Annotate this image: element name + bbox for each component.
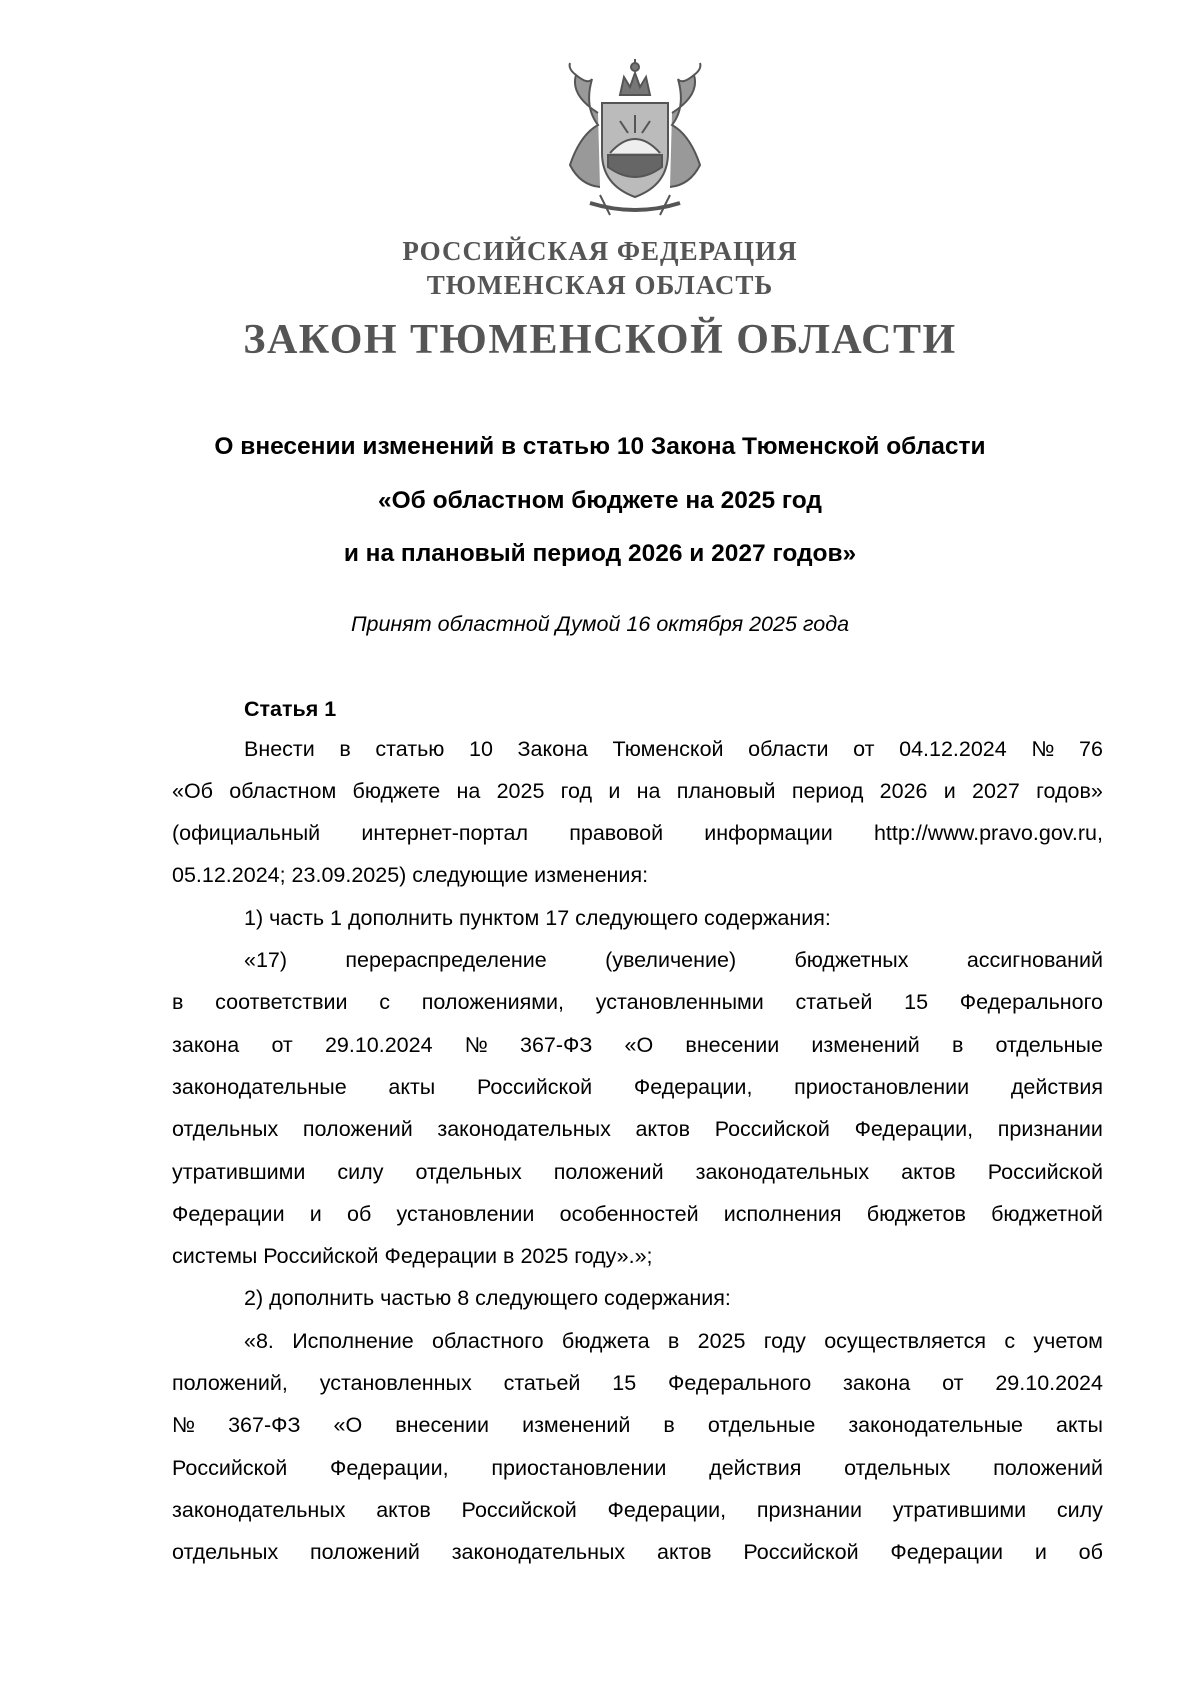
body-line [172, 776, 1103, 806]
word: 76 [1078, 737, 1103, 761]
header-region: ТЮМЕНСКАЯ ОБЛАСТЬ [426, 270, 774, 300]
body-line [172, 1495, 1103, 1525]
word: (официальный [172, 821, 321, 845]
word: статью [375, 737, 445, 761]
body-line [172, 987, 1103, 1017]
word: исполнения [723, 1202, 842, 1226]
word: интернет-портал [361, 821, 529, 845]
word: законодательных [437, 1117, 611, 1141]
word: отдельных [172, 1540, 279, 1564]
coat-of-arms-icon [540, 55, 730, 225]
word: 15 [904, 990, 929, 1014]
word: положениями, [421, 990, 564, 1014]
word: силу [337, 1160, 384, 1184]
word: от [271, 1033, 293, 1057]
word: 2027 [972, 779, 1020, 803]
word: отдельных [172, 1117, 279, 1141]
word: годов» [1036, 779, 1103, 803]
word: в [667, 1329, 680, 1353]
word: отдельных [844, 1456, 951, 1480]
word: внесении [685, 1033, 780, 1057]
word: утратившими [172, 1160, 306, 1184]
article-heading: Статья 1 [244, 697, 337, 721]
word: (увеличение) [605, 948, 737, 972]
word: изменений [522, 1413, 631, 1437]
word: области [748, 737, 829, 761]
word: Российской [476, 1075, 593, 1099]
word: ассигнований [966, 948, 1103, 972]
word: актов [376, 1498, 431, 1522]
word: осуществляется [824, 1329, 987, 1353]
word: положений, [172, 1371, 288, 1395]
word: 367-ФЗ [228, 1413, 301, 1437]
word: Федерального [959, 990, 1103, 1014]
word: № [172, 1413, 196, 1437]
word: актов [656, 1540, 712, 1564]
word: изменений [811, 1033, 920, 1057]
header-law-title: ЗАКОН ТЮМЕНСКОЙ ОБЛАСТИ [243, 317, 957, 363]
word: Закона [517, 737, 588, 761]
word: и [608, 779, 621, 803]
body-line [172, 1030, 1103, 1060]
word: в [663, 1413, 675, 1437]
word: в [339, 737, 351, 761]
body-line: системы Российской Федерации в 2025 году».»; [172, 1244, 653, 1268]
word: с [379, 990, 390, 1014]
word: Российской [987, 1160, 1103, 1184]
word: Федерации, [854, 1117, 974, 1141]
word: законодательных [695, 1160, 870, 1184]
word: положений [993, 1456, 1103, 1480]
word: на [456, 779, 481, 803]
body-line [172, 1368, 1103, 1398]
word: соответствии [215, 990, 348, 1014]
word: действия [1010, 1075, 1103, 1099]
word: законодательные [848, 1413, 1023, 1437]
word: установленных [319, 1371, 472, 1395]
word: действия [709, 1456, 802, 1480]
word: год [560, 779, 593, 803]
body-line [172, 1199, 1103, 1229]
word: законодательных [172, 1498, 346, 1522]
word: году [763, 1329, 806, 1353]
word: акты [1056, 1413, 1103, 1437]
word: и [943, 779, 956, 803]
word: бюджетных [794, 948, 909, 972]
body-line [172, 1157, 1103, 1187]
word: период [791, 779, 864, 803]
word: положений [553, 1160, 664, 1184]
word: 15 [612, 1371, 637, 1395]
word: плановый [676, 779, 776, 803]
word: бюджетной [991, 1202, 1103, 1226]
word: приостановлении [491, 1456, 667, 1480]
body-line: 05.12.2024; 23.09.2025) следующие изменения: [172, 863, 649, 887]
body-line [172, 1410, 1103, 1440]
word: статьей [503, 1371, 581, 1395]
body-line [244, 734, 1103, 764]
word: информации [704, 821, 833, 845]
word: «Об [172, 779, 213, 803]
word: утратившими [892, 1498, 1027, 1522]
body-line [244, 1326, 1103, 1356]
word: об [1078, 1540, 1103, 1564]
word: учетом [1033, 1329, 1103, 1353]
word: от [853, 737, 875, 761]
word: Российской [743, 1540, 859, 1564]
word: 2026 [879, 779, 928, 803]
word: признании [997, 1117, 1103, 1141]
word: законодательных [451, 1540, 626, 1564]
word: «17) [244, 948, 288, 972]
word: «О [333, 1413, 363, 1437]
word: в [951, 1033, 964, 1057]
word: «О [624, 1033, 654, 1057]
body-line: 1) часть 1 дополнить пунктом 17 следующего содержания: [244, 906, 831, 930]
word: установленными [595, 990, 764, 1014]
word: № [1031, 737, 1055, 761]
word: силу [1056, 1498, 1103, 1522]
word: Исполнение [292, 1329, 414, 1353]
body-line [172, 818, 1103, 848]
word: 04.12.2024 [899, 737, 1007, 761]
word: Российской [461, 1498, 577, 1522]
word: 367-ФЗ [519, 1033, 593, 1057]
word: отдельные [707, 1413, 816, 1437]
word: правовой [569, 821, 664, 845]
word: Тюменской [612, 737, 724, 761]
word: закона [843, 1371, 911, 1395]
header-country: РОССИЙСКАЯ ФЕДЕРАЦИЯ [402, 236, 798, 266]
body-line: 2) дополнить частью 8 следующего содержания: [244, 1286, 731, 1310]
word: особенностей [559, 1202, 699, 1226]
word: Федерации [172, 1202, 285, 1226]
word: Федерации, [607, 1498, 727, 1522]
word: актов [901, 1160, 956, 1184]
body-line [172, 1072, 1103, 1102]
word: на [636, 779, 661, 803]
word: 29.10.2024 [324, 1033, 433, 1057]
word: положений [310, 1540, 420, 1564]
word: положений [302, 1117, 413, 1141]
word: законодательные [172, 1075, 347, 1099]
word: статьей [795, 990, 873, 1014]
document-title-line-3: и на плановый период 2026 и 2027 годов» [343, 540, 857, 567]
word: http://www.pravo.gov.ru, [873, 821, 1103, 845]
word: «8. [244, 1329, 274, 1353]
word: акты [388, 1075, 436, 1099]
word: и [1034, 1540, 1047, 1564]
word: внесении [395, 1413, 490, 1437]
word: установлении [396, 1202, 535, 1226]
word: 2025 [697, 1329, 746, 1353]
word: областном [229, 779, 337, 803]
word: Российской [172, 1456, 288, 1480]
word: № [464, 1033, 488, 1057]
word: областного [432, 1329, 544, 1353]
document-title-line-2: «Об областном бюджете на 2025 год [378, 487, 822, 514]
adoption-note: Принят областной Думой 16 октября 2025 года [350, 612, 850, 636]
word: Федерации, [330, 1456, 449, 1480]
body-line [172, 1537, 1103, 1567]
word: признании [756, 1498, 863, 1522]
body-line [244, 945, 1103, 975]
word: закона [172, 1033, 240, 1057]
word: Федерации [890, 1540, 1004, 1564]
word: Внести [244, 737, 315, 761]
word: отдельные [995, 1033, 1103, 1057]
word: бюджета [561, 1329, 650, 1353]
word: Российской [714, 1117, 830, 1141]
word: и [309, 1202, 322, 1226]
word: от [942, 1371, 964, 1395]
word: Федерации, [633, 1075, 753, 1099]
word: бюджете [352, 779, 441, 803]
body-line [172, 1453, 1103, 1483]
word: приостановлении [794, 1075, 970, 1099]
word: отдельных [415, 1160, 522, 1184]
word: 29.10.2024 [995, 1371, 1103, 1395]
word: 10 [469, 737, 493, 761]
body-line [172, 1114, 1103, 1144]
word: Федерального [668, 1371, 812, 1395]
word: с [1004, 1329, 1016, 1353]
word: бюджетов [866, 1202, 966, 1226]
word: актов [635, 1117, 691, 1141]
document-title-line-1: О внесении изменений в статью 10 Закона Тюменской области [214, 433, 986, 460]
word: 2025 [496, 779, 545, 803]
word: об [346, 1202, 372, 1226]
word: перераспределение [345, 948, 547, 972]
word: в [172, 990, 184, 1014]
